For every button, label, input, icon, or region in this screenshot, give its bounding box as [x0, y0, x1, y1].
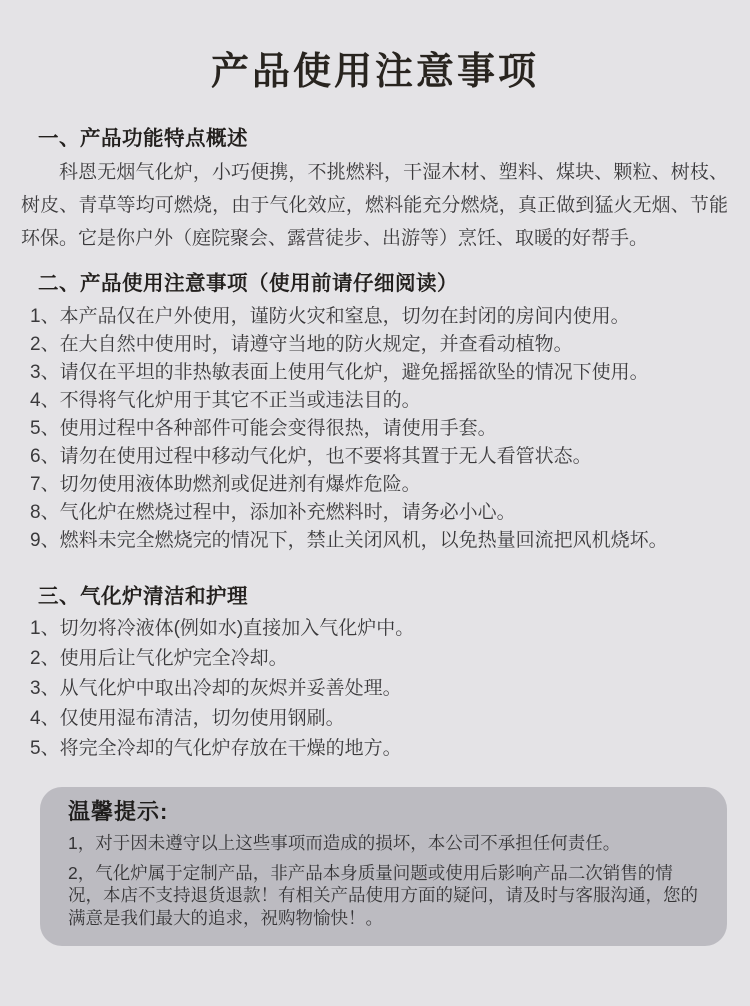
list-item: 7、切勿使用液体助燃剂或促进剂有爆炸危险。 — [30, 474, 421, 495]
section-features-paragraph: 科恩无烟气化炉，小巧便携，不挑燃料，干湿木材、塑料、煤块、颗粒、树枝、树皮、青草等均可燃烧，由于气化效应，燃料能充分燃烧，真正做到猛火无烟、节能环保。它是你户外（庭院聚会、露营徒步、出游等）烹饪、取暖的好帮手。 — [21, 162, 728, 249]
section-features-heading: 一、产品功能特点概述 — [38, 127, 248, 150]
list-item: 9、燃料未完全燃烧完的情况下，禁止关闭风机，以免热量回流把风机烧坏。 — [30, 530, 668, 551]
tips-item: 1，对于因未遵守以上这些事项而造成的损坏，本公司不承担任何责任。 — [68, 833, 621, 853]
section-precautions — [0, 271, 750, 555]
list-item: 1、切勿将冷液体(例如水)直接加入气化炉中。 — [30, 618, 415, 639]
page-title: 产品使用注意事项 — [210, 51, 539, 93]
list-item: 8、气化炉在燃烧过程中，添加补充燃料时，请务必小心。 — [30, 502, 516, 523]
list-item: 2、使用后让气化炉完全冷却。 — [30, 648, 288, 669]
list-item: 5、将完全冷却的气化炉存放在干燥的地方。 — [30, 738, 402, 759]
list-item: 3、从气化炉中取出冷却的灰烬并妥善处理。 — [30, 678, 402, 699]
section-cleaning — [0, 584, 750, 764]
list-item: 6、请勿在使用过程中移动气化炉，也不要将其置于无人看管状态。 — [30, 446, 592, 467]
list-item: 5、使用过程中各种部件可能会变得很热，请使用手套。 — [30, 418, 497, 439]
section-precautions-heading: 二、产品使用注意事项（使用前请仔细阅读） — [38, 272, 458, 295]
section-cleaning-heading: 三、气化炉清洁和护理 — [38, 585, 248, 608]
list-item: 4、不得将气化炉用于其它不正当或违法目的。 — [30, 390, 421, 411]
section-features — [0, 126, 750, 255]
list-item: 2、在大自然中使用时，请遵守当地的防火规定，并查看动植物。 — [30, 334, 573, 355]
list-item: 3、请仅在平坦的非热敏表面上使用气化炉，避免摇摇欲坠的情况下使用。 — [30, 362, 649, 383]
list-item: 4、仅使用湿布清洁，切勿使用钢刷。 — [30, 708, 345, 729]
tips-box — [40, 787, 727, 946]
cleaning-list — [30, 614, 730, 764]
precautions-list — [30, 303, 730, 555]
tips-heading: 温馨提示: — [68, 799, 169, 824]
list-item: 1、本产品仅在户外使用，谨防火灾和窒息，切勿在封闭的房间内使用。 — [30, 306, 630, 327]
tips-item: 2，气化炉属于定制产品，非产品本身质量问题或使用后影响产品二次销售的情况，本店不支持退货退款！有相关产品使用方面的疑问，请及时与客服沟通，您的满意是我们最大的追求，祝购物愉快！。 — [68, 862, 698, 928]
